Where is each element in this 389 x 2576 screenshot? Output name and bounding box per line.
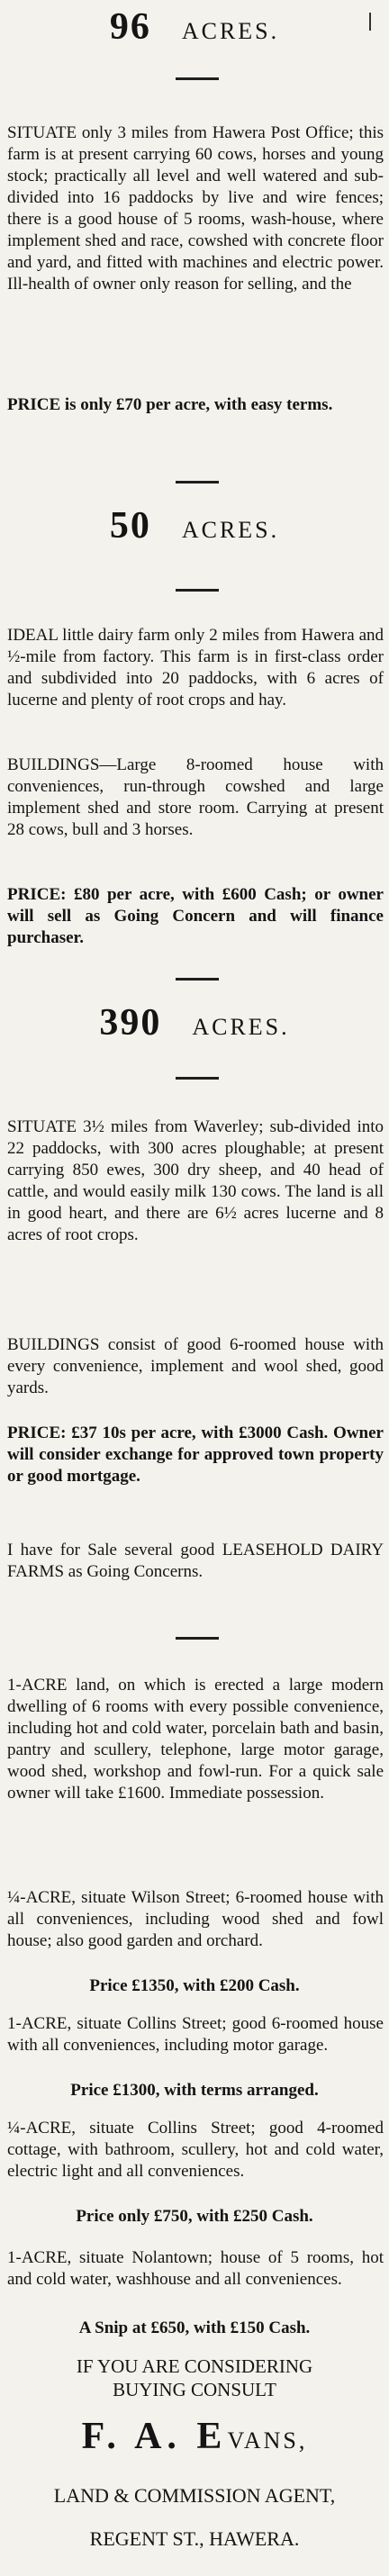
listing-390-body: SITUATE 3½ miles from Waverley; sub-divided into 22 paddocks, with 300 acres ploughable; at present carrying 850 ewes, 300 dry sheep, and 40 head of cattle, and would easily milk 130 cows. The land is all in good heart, and there are 6½ acres lucerne and 8 acres of root crops. (7, 1117, 384, 1244)
heading-word: ACRES. (181, 18, 280, 44)
agent-name-initials: F. A. E (81, 2416, 228, 2457)
town-listing-3: 1-ACRE, situate Collins Street; good 6-roomed house with all conveniences, including motor garage. (7, 2014, 384, 2055)
divider-rule (176, 1077, 219, 1080)
agent-name (0, 2415, 389, 2458)
divider-rule (176, 589, 219, 592)
town-listing-2: ¼-ACRE, situate Wilson Street; 6-roomed house with all conveniences, including wood shed and fowl house; also good garden and orchard. (7, 1888, 384, 1950)
listing-96-body: SITUATE only 3 miles from Hawera Post Office; this farm is at present carrying 60 cows, horses and young stock; practically all level and well watered and sub-divided into 16 paddocks by live and wire fences; there is a good house of 5 rooms, wash-house, where implement shed and race, cowshed with concrete floor and yard, and fitted with machines and electric power. Ill-health of owner only reason for selling, and the (7, 123, 384, 294)
heading-number: 50 (109, 505, 151, 547)
divider-rule (176, 481, 219, 484)
divider-rule (176, 1637, 219, 1640)
heading-number: 390 (99, 1002, 162, 1044)
listing-50-body: IDEAL little dairy farm only 2 miles from Hawera and ½-mile from factory. This farm is in first-class order and subdivided into 20 paddocks, with 6 acres of lucerne and plenty of root crops and hay. (7, 626, 384, 710)
agent-role: LAND & COMMISSION AGENT, (53, 2484, 336, 2507)
leasehold-note: I have for Sale several good LEASEHOLD DAIRY FARMS as Going Concerns. (7, 1541, 384, 1581)
divider-rule (176, 978, 219, 981)
agent-name-rest: VANS, (227, 2427, 308, 2454)
heading-390-acres (0, 1001, 389, 1044)
consult-line-2: BUYING CONSULT (113, 2379, 276, 2400)
listing-96-price: PRICE is only £70 per acre, with easy terms. (7, 395, 333, 414)
divider-rule (176, 77, 219, 80)
town-listing-2-price: Price £1350, with £200 Cash. (89, 1976, 300, 1995)
town-listing-1: 1-ACRE land, on which is erected a large modern dwelling of 6 rooms with every possible convenience, including hot and cold water, porcelain bath and basin, pantry and scullery, telephone, large motor garage, wood shed, workshop and fowl-run. For a quick sale owner will take £1600. Immediate possession. (7, 1676, 384, 1803)
town-listing-5-price: A Snip at £650, with £150 Cash. (78, 2318, 311, 2337)
listing-50-buildings: BUILDINGS—Large 8-roomed house with conveniences, run-through cowshed and large implement shed and store room. Carrying at present 28 cows, bull and 3 horses. (7, 755, 384, 839)
town-listing-5: 1-ACRE, situate Nolantown; house of 5 rooms, hot and cold water, washhouse and all conveniences. (7, 2248, 384, 2289)
town-listing-4-price: Price only £750, with £250 Cash. (76, 2207, 313, 2226)
listing-390-buildings: BUILDINGS consist of good 6-roomed house with every convenience, implement and wool shed, good yards. (7, 1335, 384, 1397)
town-listing-3-price: Price £1300, with terms arranged. (70, 2081, 319, 2100)
heading-number: 96 (109, 6, 151, 48)
listing-50-price: PRICE: £80 per acre, with £600 Cash; or owner will sell as Going Concern and will finance purchaser. (7, 885, 384, 947)
heading-50-acres (0, 504, 389, 547)
listing-390-price: PRICE: £37 10s per acre, with £3000 Cash. Owner will consider exchange for approved town property or good mortgage. (7, 1424, 384, 1486)
heading-96-acres (0, 5, 389, 49)
agent-address: REGENT ST., HAWERA. (89, 2527, 300, 2550)
town-listing-4: ¼-ACRE, situate Collins Street; good 4-roomed cottage, with bathroom, scullery, hot and cold water, electric light and all conveniences. (7, 2119, 384, 2181)
heading-word: ACRES. (192, 1014, 290, 1040)
consult-line-1: IF YOU ARE CONSIDERING (76, 2355, 313, 2377)
heading-word: ACRES. (181, 517, 280, 543)
